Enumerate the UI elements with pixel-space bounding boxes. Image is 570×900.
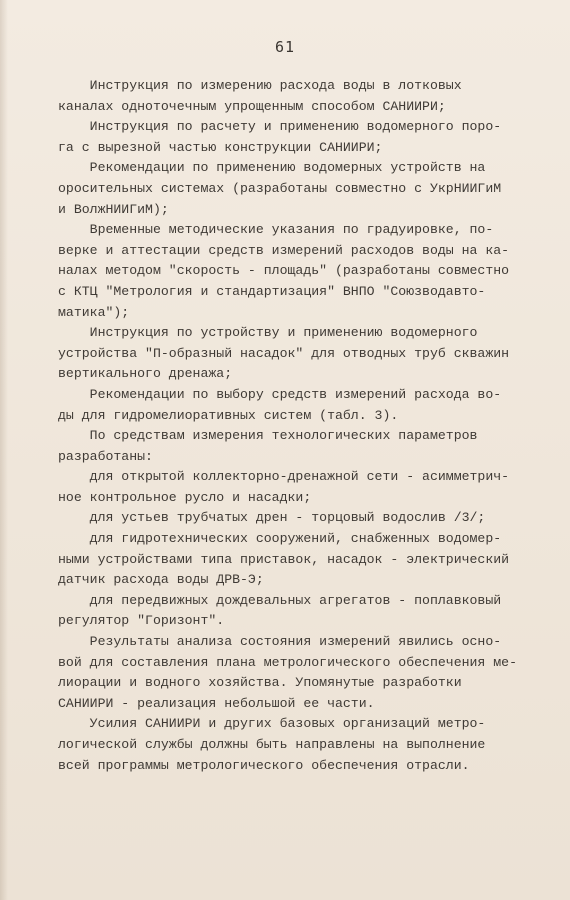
text-line: По средствам измерения технологических параметров (58, 428, 478, 444)
text-line: оросительных системах (разработаны совместно с УкрНИИГиМ (58, 180, 502, 196)
text-line: САНИИРИ - реализация небольшой ее части. (58, 695, 375, 711)
text-line: устройства "П-образный насадок" для отводных труб скважин (58, 345, 510, 361)
text-line: вой для составления плана метрологического обеспечения ме- (58, 654, 517, 670)
text-line: Временные методические указания по градуировке, по- (58, 222, 494, 238)
text-line: налах методом "скорость - площадь" (разработаны совместно (58, 263, 510, 279)
text-line: и ВолжНИИГиМ); (58, 201, 169, 217)
text-line: ды для гидромелиоративных систем (табл. 3). (58, 407, 399, 423)
text-line: Усилия САНИИРИ и других базовых организаций метро- (58, 716, 486, 732)
text-line: регулятор "Горизонт". (58, 613, 225, 629)
page-number: 61 (274, 38, 296, 56)
text-line: лиорации и водного хозяйства. Упомянутые разработки (58, 675, 462, 691)
text-line: датчик расхода воды ДРВ-Э; (58, 572, 264, 588)
text-line: Рекомендации по выбору средств измерений расхода во- (58, 386, 502, 402)
text-line: Инструкция по расчету и применению водомерного поро- (58, 119, 502, 135)
text-line: для открытой коллекторно-дренажной сети - асимметрич- (58, 469, 510, 485)
body-text (58, 76, 528, 776)
text-line: Инструкция по устройству и применению водомерного (58, 325, 478, 341)
page-edge-shadow (0, 0, 8, 900)
text-line: га с вырезной частью конструкции САНИИРИ; (58, 139, 383, 155)
text-line: с КТЦ "Метрология и стандартизация" ВНПО "Союзводавто- (58, 283, 486, 299)
text-line: вертикального дренажа; (58, 366, 233, 382)
text-line: Рекомендации по применению водомерных устройств на (58, 160, 486, 176)
text-line: Инструкция по измерению расхода воды в лотковых (58, 78, 462, 93)
text-line: разработаны: (58, 448, 153, 464)
text-line: матика"); (58, 304, 130, 320)
text-line: логической службы должны быть направлены на выполнение (58, 737, 486, 752)
text-line: для гидротехнических сооружений, снабженных водомер- (58, 531, 502, 547)
text-line: всей программы метрологического обеспечения отрасли. (58, 757, 470, 773)
text-line: Результаты анализа состояния измерений явились осно- (58, 634, 502, 650)
text-line: для передвижных дождевальных агрегатов - поплавковый (58, 592, 502, 608)
text-line: ными устройствами типа приставок, насадок - электрический (58, 551, 510, 567)
text-line: каналах одноточечным упрощенным способом САНИИРИ; (58, 98, 446, 114)
text-line: ное контрольное русло и насадки; (58, 489, 312, 505)
text-line: для устьев трубчатых дрен - торцовый водослив /3/; (58, 510, 486, 526)
text-line: верке и аттестации средств измерений расходов воды на ка- (58, 242, 510, 258)
